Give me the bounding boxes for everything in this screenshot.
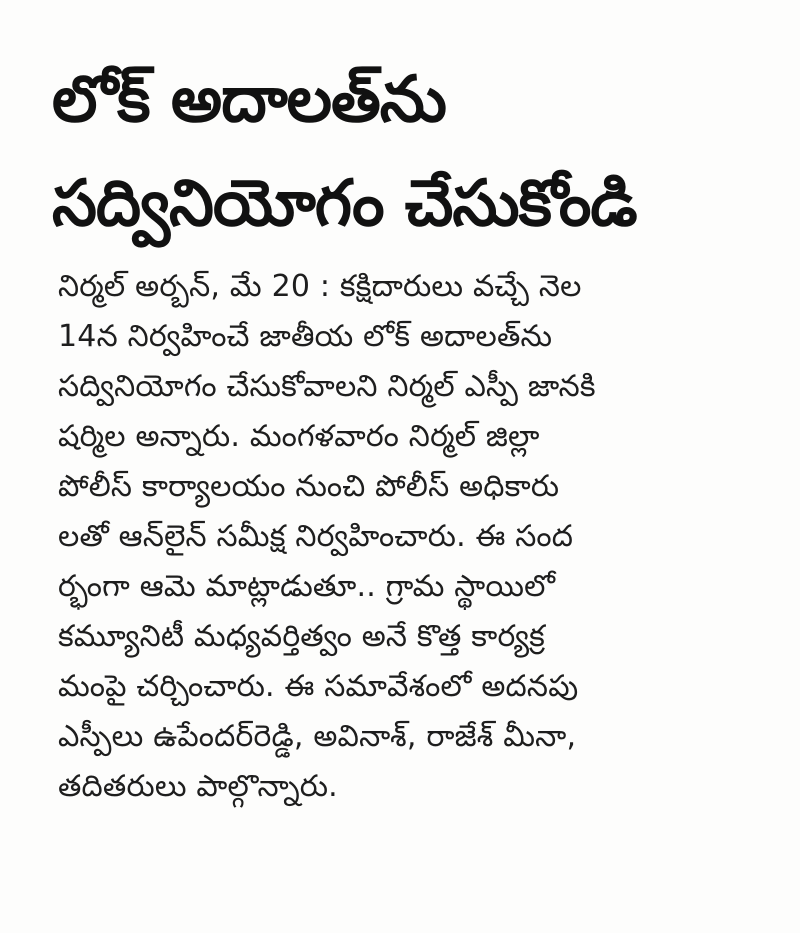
body-line: సద్వినియోగం చేసుకోవాలని నిర్మల్ ఎస్పీ జానకి: [58, 369, 596, 404]
body-line: మంపై చర్చించారు. ఈ సమావేశంలో అదనపు: [58, 669, 579, 704]
body-line: లతో ఆన్‌లైన్ సమీక్ష నిర్వహించారు. ఈ సంద: [58, 519, 574, 554]
body-line: ర్భంగా ఆమె మాట్లాడుతూ.. గ్రామ స్థాయిలో: [58, 569, 556, 604]
body-line: తదితరులు పాల్గొన్నారు.: [58, 769, 338, 804]
headline-line-2: సద్వినియోగం చేసుకోండి: [52, 167, 637, 241]
body-line: కమ్యూనిటీ మధ్యవర్తిత్వం అనే కొత్త కార్యక్ర: [58, 619, 546, 654]
headline-line-1: లోక్ అదాలత్‌ను: [52, 63, 446, 137]
body-line: నిర్మల్ అర్బన్, మే 20 : కక్షిదారులు వచ్చే నెల: [58, 269, 582, 304]
body-line: ఎస్పీలు ఉపేందర్‌రెడ్డి, అవినాశ్, రాజేశ్ మీనా,: [58, 719, 577, 754]
body-line: పోలీస్ కార్యాలయం నుంచి పోలీస్ అధికారు: [58, 469, 560, 504]
body-line: షర్మిల అన్నారు. మంగళవారం నిర్మల్ జిల్లా: [58, 419, 540, 454]
article-body: [58, 262, 758, 812]
headline: [52, 48, 772, 256]
body-line: 14న నిర్వహించే జాతీయ లోక్ అదాలత్‌ను: [58, 319, 553, 354]
